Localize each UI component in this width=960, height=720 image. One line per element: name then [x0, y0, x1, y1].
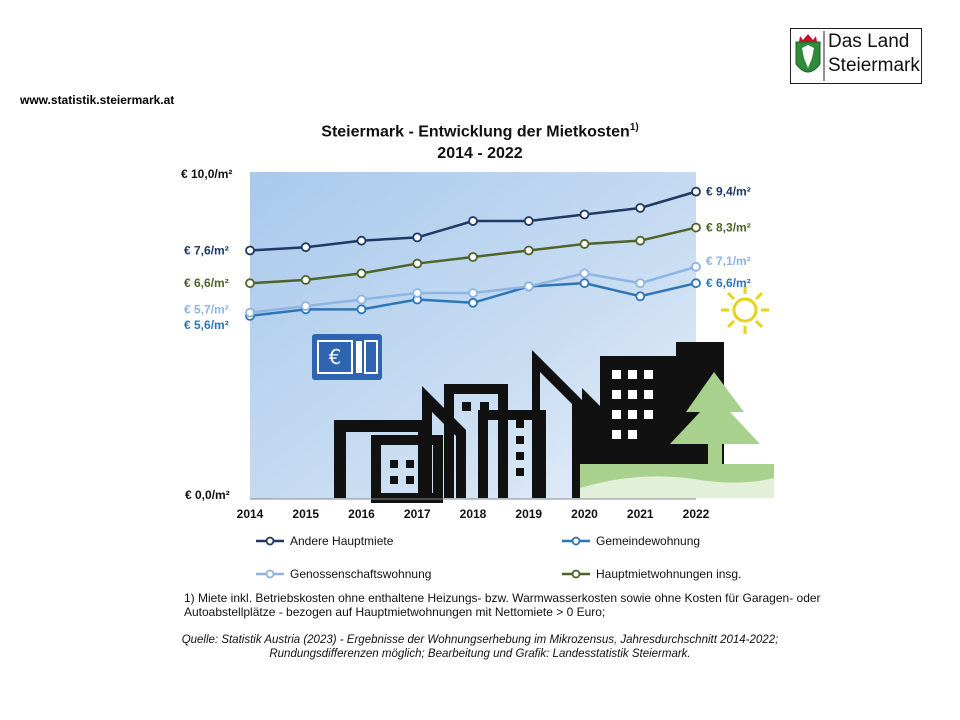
start-label-andere-hauptmiete: € 7,6/m² — [184, 243, 229, 258]
data-point-hauptmietwohnungen-insg-2014 — [246, 279, 254, 287]
legend-marker — [256, 536, 284, 546]
data-point-andere-hauptmiete-2017 — [413, 233, 421, 241]
data-point-genossenschaftswohnung-2022 — [692, 263, 700, 271]
x-tick-label-2016: 2016 — [348, 507, 375, 521]
logo-text-line1: Das Land — [828, 31, 910, 52]
legend-label: Gemeindewohnung — [596, 534, 701, 548]
x-tick-label-2018: 2018 — [459, 507, 487, 521]
data-point-hauptmietwohnungen-insg-2018 — [469, 253, 477, 261]
start-label-genossenschaftswohnung: € 5,7/m² — [184, 302, 229, 317]
legend-marker — [256, 569, 284, 579]
data-point-andere-hauptmiete-2021 — [636, 204, 644, 212]
data-point-genossenschaftswohnung-2014 — [246, 309, 254, 317]
data-point-gemeindewohnung-2020 — [581, 279, 589, 287]
data-point-hauptmietwohnungen-insg-2020 — [581, 240, 589, 248]
data-point-hauptmietwohnungen-insg-2015 — [302, 276, 310, 284]
data-point-andere-hauptmiete-2016 — [358, 237, 366, 245]
legend-label: Genossenschaftswohnung — [290, 567, 432, 581]
money-icon — [312, 334, 382, 380]
data-point-gemeindewohnung-2021 — [636, 292, 644, 300]
x-tick-label-2021: 2021 — [626, 507, 654, 521]
end-label-gemeindewohnung: € 6,6/m² — [706, 276, 751, 291]
chart-title-text: Steiermark - Entwicklung der Mietkosten — [321, 123, 630, 141]
data-point-andere-hauptmiete-2019 — [525, 217, 533, 225]
data-point-genossenschaftswohnung-2017 — [413, 289, 421, 297]
data-point-genossenschaftswohnung-2020 — [581, 269, 589, 277]
data-point-hauptmietwohnungen-insg-2016 — [358, 269, 366, 277]
footnote: 1) Miete inkl. Betriebskosten ohne enthaltene Heizungs- bzw. Warmwasserkosten sowie ohne Kosten für Garagen- oder Autoabstellplätze - bezogen auf Hauptmietwohnungen mit Nettomiete > 0 Euro; — [184, 591, 821, 619]
data-point-gemeindewohnung-2018 — [469, 299, 477, 307]
x-tick-label-2014: 2014 — [236, 507, 264, 521]
start-label-hauptmietwohnungen-insg: € 6,6/m² — [184, 276, 229, 291]
legend-marker — [562, 569, 590, 579]
legend-item-gemeindewohnung — [562, 534, 700, 548]
x-tick-label-2019: 2019 — [515, 507, 543, 521]
end-label-hauptmietwohnungen-insg: € 8,3/m² — [706, 220, 751, 235]
legend-item-genossenschaftswohnung — [256, 567, 431, 581]
data-point-genossenschaftswohnung-2018 — [469, 289, 477, 297]
y-tick-label-max: € 10,0/m² — [181, 167, 233, 181]
legend-item-andere-hauptmiete — [256, 534, 393, 548]
legend-label: Hauptmietwohnungen insg. — [596, 567, 742, 581]
legend-marker — [562, 536, 590, 546]
end-label-andere-hauptmiete: € 9,4/m² — [706, 184, 751, 199]
data-point-genossenschaftswohnung-2019 — [525, 282, 533, 290]
data-point-andere-hauptmiete-2014 — [246, 246, 254, 254]
source-note: Quelle: Statistik Austria (2023) - Ergebnisse der Wohnungserhebung im Mikrozensus, Jahresdurchschnitt 2014-2022; Rundungsdifferenzen möglich; Bearbeitung und Grafik: Landesstatistik Steiermark. — [181, 634, 779, 660]
data-point-genossenschaftswohnung-2015 — [302, 302, 310, 310]
data-point-hauptmietwohnungen-insg-2017 — [413, 260, 421, 268]
x-tick-label-2015: 2015 — [292, 507, 320, 521]
data-point-genossenschaftswohnung-2016 — [358, 296, 366, 304]
logo-text-line2: Steiermark — [828, 55, 920, 76]
data-point-hauptmietwohnungen-insg-2022 — [692, 224, 700, 232]
chart-subtitle: 2014 - 2022 — [437, 145, 523, 162]
data-point-andere-hauptmiete-2022 — [692, 188, 700, 196]
data-point-andere-hauptmiete-2018 — [469, 217, 477, 225]
sun-icon — [721, 286, 769, 334]
data-point-gemeindewohnung-2016 — [358, 305, 366, 313]
start-label-gemeindewohnung: € 5,6/m² — [184, 317, 229, 332]
x-tick-label-2022: 2022 — [682, 507, 710, 521]
svg-text:€: € — [328, 345, 342, 369]
x-tick-label-2017: 2017 — [403, 507, 431, 521]
website-url[interactable]: www.statistik.steiermark.at — [20, 93, 175, 107]
x-tick-label-2020: 2020 — [571, 507, 598, 521]
data-point-gemeindewohnung-2022 — [692, 279, 700, 287]
end-label-genossenschaftswohnung: € 7,1/m² — [706, 253, 751, 268]
legend-item-hauptmietwohnungen-insg — [562, 567, 741, 581]
x-tick-labels — [237, 507, 710, 521]
data-point-andere-hauptmiete-2020 — [581, 211, 589, 219]
chart-title-footnote-mark: 1) — [629, 122, 639, 133]
y-tick-label-min: € 0,0/m² — [185, 488, 230, 502]
data-point-hauptmietwohnungen-insg-2021 — [636, 237, 644, 245]
data-point-hauptmietwohnungen-insg-2019 — [525, 246, 533, 254]
legend-label: Andere Hauptmiete — [290, 534, 394, 548]
data-point-genossenschaftswohnung-2021 — [636, 279, 644, 287]
data-point-andere-hauptmiete-2015 — [302, 243, 310, 251]
